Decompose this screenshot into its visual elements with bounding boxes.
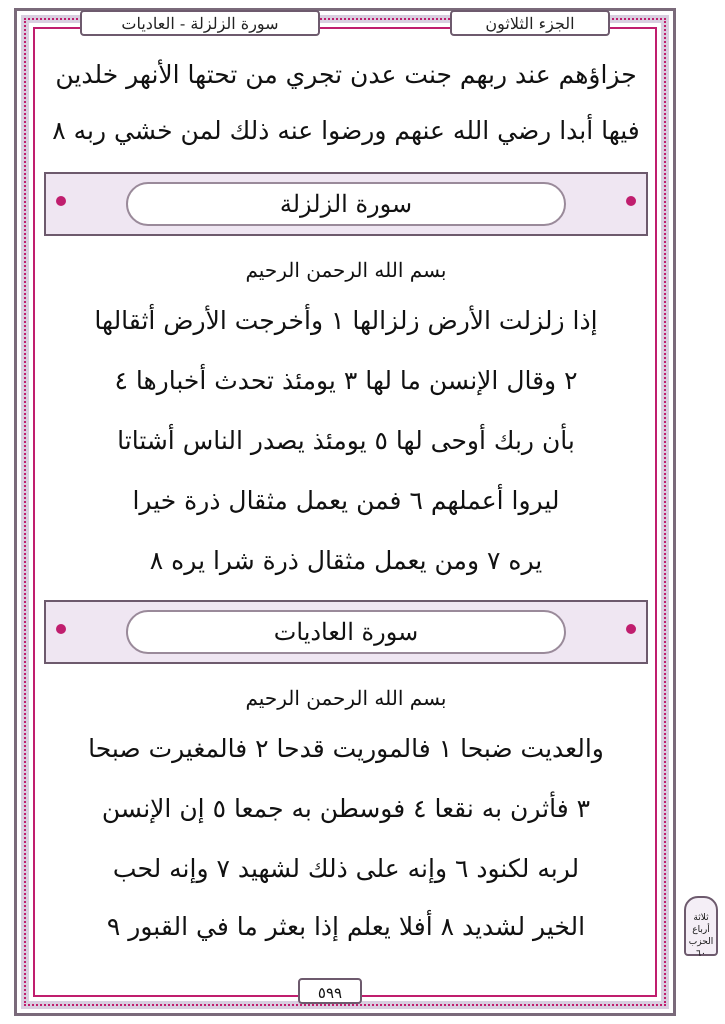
verse-line: ليروا أعملهم ٦ فمن يعمل مثقال ذرة خيرا xyxy=(132,486,560,515)
hizb-label: ثلاثة أرباع الحزب xyxy=(688,913,714,947)
verse-line: إذا زلزلت الأرض زلزالها ١ وأخرجت الأرض أثقالها xyxy=(94,306,598,335)
header-juz xyxy=(450,10,610,36)
verse-line: الخير لشديد ٨ أفلا يعلم إذا بعثر ما في القبور ٩ xyxy=(106,912,586,941)
juz-text: الجزء الثلاثون xyxy=(485,13,575,33)
surah-title: سورة العاديات xyxy=(273,618,419,646)
hizb-number: ٦٠ xyxy=(696,949,706,959)
surah-banner-zalzala xyxy=(44,172,648,236)
verse-line: لربه لكنود ٦ وإنه على ذلك لشهيد ٧ وإنه لحب xyxy=(112,854,580,883)
banner-ornament-icon xyxy=(56,196,66,206)
verse-line: والعديت ضبحا ١ فالموريت قدحا ٢ فالمغيرت صبحا xyxy=(88,734,604,763)
surah-title: سورة الزلزلة xyxy=(279,190,413,218)
verse-line: بأن ربك أوحى لها ٥ يومئذ يصدر الناس أشتاتا xyxy=(117,426,575,455)
verse-line: فيها أبدا رضي الله عنهم ورضوا عنه ذلك لمن خشي ربه ٨ xyxy=(52,116,640,145)
surah-title-box xyxy=(126,182,566,226)
page-content xyxy=(44,48,648,956)
banner-ornament-icon xyxy=(56,624,66,634)
surah-title-box xyxy=(126,610,566,654)
surah-names-text: سورة الزلزلة - العاديات xyxy=(121,13,279,33)
basmala: بسم الله الرحمن الرحيم xyxy=(245,258,447,282)
basmala: بسم الله الرحمن الرحيم xyxy=(245,686,447,710)
verse-line: يره ٧ ومن يعمل مثقال ذرة شرا يره ٨ xyxy=(149,546,543,575)
surah-banner-adiyat xyxy=(44,600,648,664)
hizb-marker xyxy=(684,896,718,959)
verse-line: ٢ وقال الإنسن ما لها ٣ يومئذ تحدث أخبارها ٤ xyxy=(114,366,578,395)
verse-line: ٣ فأثرن به نقعا ٤ فوسطن به جمعا ٥ إن الإنسن xyxy=(101,794,591,823)
verse-line: جزاؤهم عند ربهم جنت عدن تجري من تحتها الأنهر خلدين xyxy=(55,60,637,89)
page-number: ٥٩٩ xyxy=(298,978,362,1004)
banner-ornament-icon xyxy=(626,196,636,206)
banner-ornament-icon xyxy=(626,624,636,634)
header-surah-names xyxy=(80,10,320,36)
